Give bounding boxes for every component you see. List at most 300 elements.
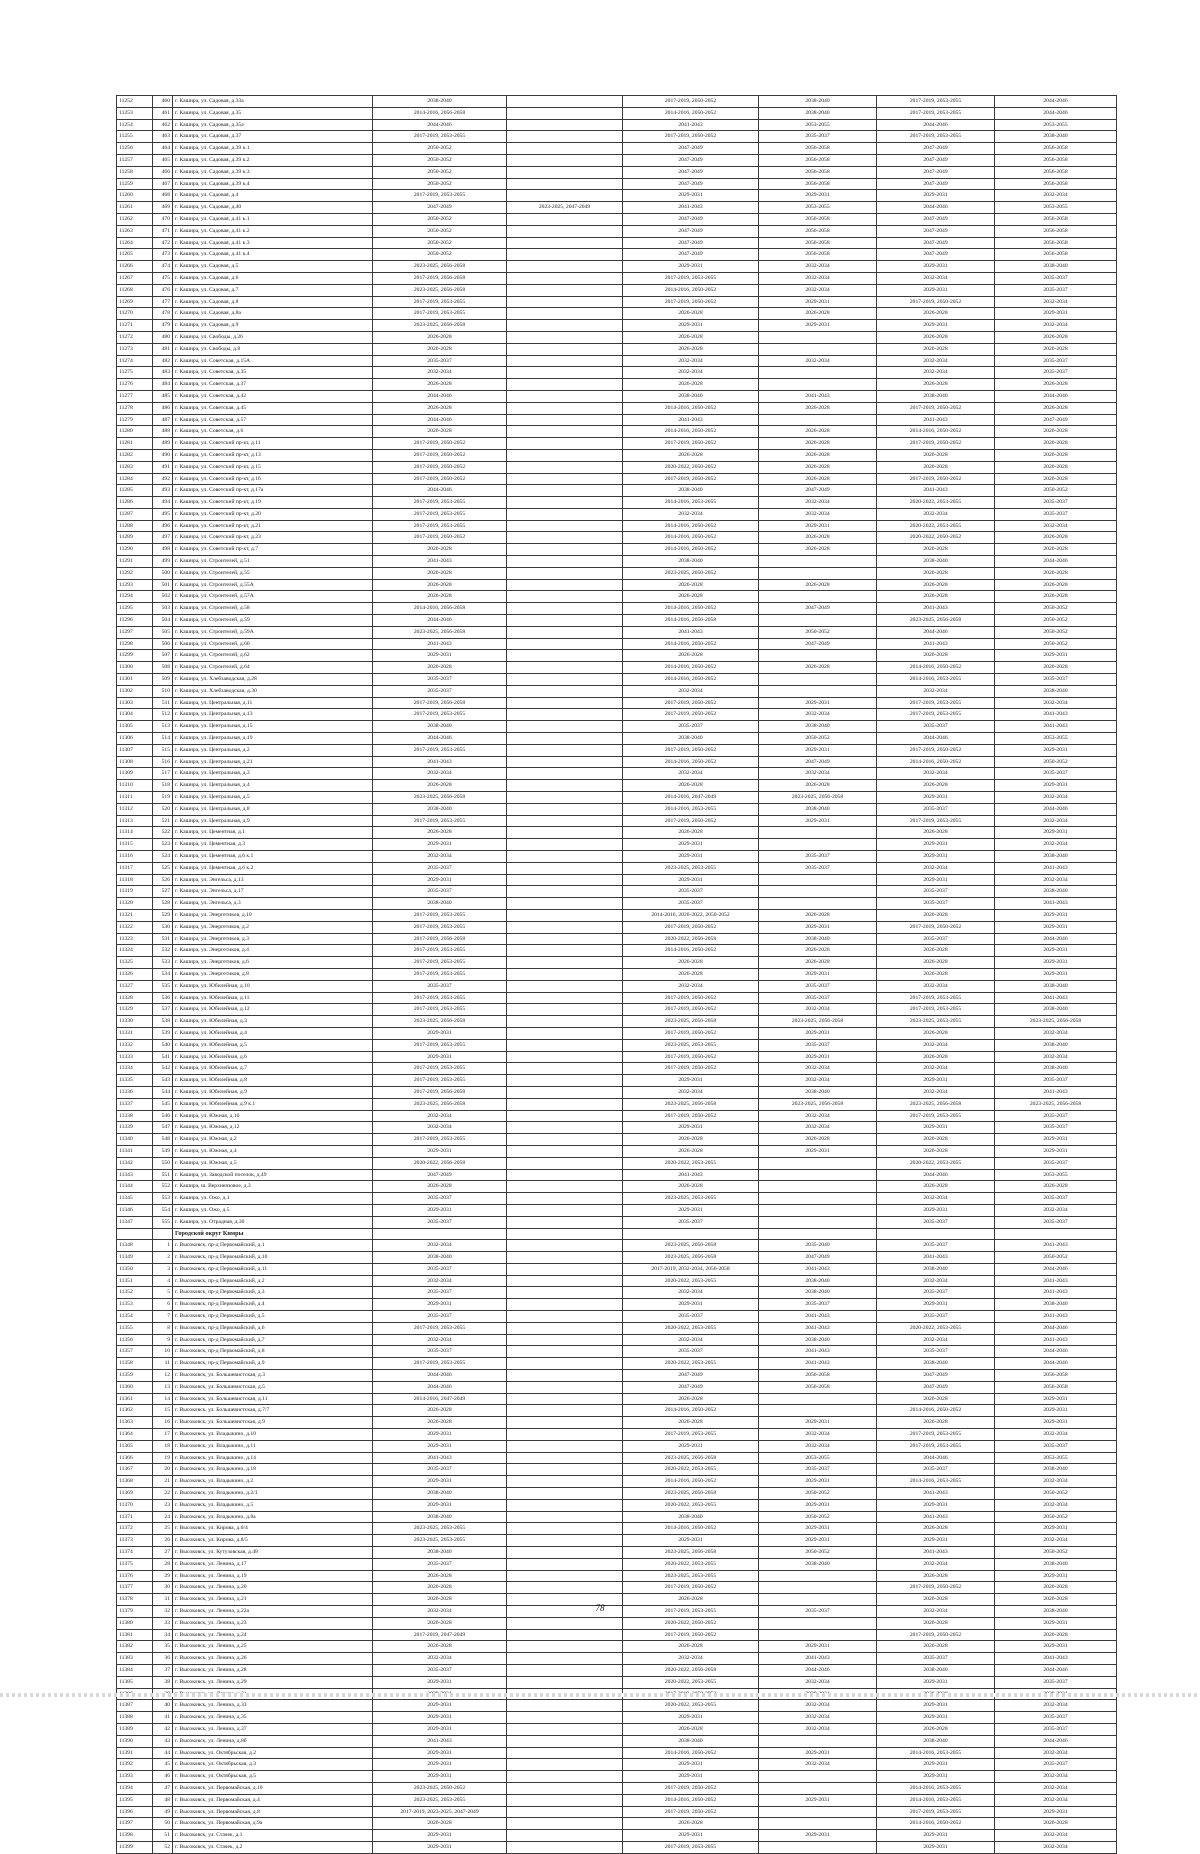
period-1-cell: 2035-2037 (373, 1664, 507, 1676)
period-3-cell: 2014-2016, 2050-2052 (623, 945, 759, 957)
period-4-cell: 2050-2052 (759, 1488, 877, 1500)
period-3-cell: 2026-2028 (623, 968, 759, 980)
period-1-cell: 2017-2019, 2053-2055 (373, 909, 507, 921)
row-id-cell: 11289 (117, 532, 153, 544)
period-6-cell: 2056-2058 (995, 143, 1117, 155)
period-3-cell: 2014-2016, 2047-2049 (623, 792, 759, 804)
period-3-cell: 2014-2016, 2050-2052 (623, 603, 759, 615)
period-2-cell (507, 532, 623, 544)
row-number-cell: 520 (153, 803, 173, 815)
period-2-cell (507, 1664, 623, 1676)
row-id-cell: 11308 (117, 756, 153, 768)
period-3-cell: 2035-2037 (623, 1216, 759, 1228)
period-1-cell: 2044-2046 (373, 615, 507, 627)
period-2-cell (507, 1263, 623, 1275)
period-3-cell: 2020-2022, 2053-2055 (623, 1358, 759, 1370)
address-cell: г. Кашира, ул. Садовая, д.7 (173, 284, 373, 296)
period-1-cell: 2026-2028 (373, 1405, 507, 1417)
table-row (117, 992, 1117, 1004)
period-1-cell: 2032-2034 (373, 1275, 507, 1287)
row-id-cell: 11358 (117, 1358, 153, 1370)
row-id-cell: 11256 (117, 143, 153, 155)
period-6-cell: 2032-2034 (995, 1429, 1117, 1441)
period-6-cell: 2032-2034 (995, 1700, 1117, 1712)
period-1-cell: 2023-2025, 2050-2052 (373, 1782, 507, 1794)
period-6-cell: 2035-2037 (995, 1759, 1117, 1771)
row-id-cell: 11347 (117, 1216, 153, 1228)
period-6-cell: 2038-2040 (995, 1063, 1117, 1075)
period-3-cell: 2029-2031 (623, 851, 759, 863)
period-5-cell: 2041-2043 (877, 638, 995, 650)
period-1-cell: 2029-2031 (373, 839, 507, 851)
address-cell: г. Кашира, ул. Советская, д.42 (173, 390, 373, 402)
period-3-cell: 2017-2019, 2050-2052 (623, 1027, 759, 1039)
row-number-cell: 21 (153, 1476, 173, 1488)
period-3-cell: 2026-2028 (623, 308, 759, 320)
period-3-cell: 2017-2019, 2050-2052 (623, 296, 759, 308)
address-cell: г. Кашира, ул. Садовая, д.9 (173, 320, 373, 332)
row-number-cell: 476 (153, 284, 173, 296)
period-1-cell: 2029-2031 (373, 1759, 507, 1771)
period-4-cell: 2050-2052 (759, 733, 877, 745)
period-2-cell (507, 1063, 623, 1075)
period-3-cell: 2029-2031 (623, 1759, 759, 1771)
address-cell: г. Кашира, ул. Садовая, д.8 (173, 296, 373, 308)
period-2-cell (507, 1806, 623, 1818)
period-3-cell: 2029-2031 (623, 1771, 759, 1783)
row-id-cell: 11344 (117, 1181, 153, 1193)
period-2-cell (507, 343, 623, 355)
period-6-cell: 2038-2040 (995, 1299, 1117, 1311)
table-row (117, 1169, 1117, 1181)
period-4-cell: 2026-2028 (759, 449, 877, 461)
period-2-cell (507, 1299, 623, 1311)
address-cell: г. Кашира, ул. Энергетиков, д.4 (173, 945, 373, 957)
address-cell: г. Кашира, ул. Центральная, д.9 (173, 815, 373, 827)
period-4-cell (759, 898, 877, 910)
period-1-cell: 2017-2019, 2053-2055 (373, 497, 507, 509)
period-3-cell: 2014-2016, 2050-2052 (623, 402, 759, 414)
period-3-cell: 2026-2028 (623, 650, 759, 662)
period-5-cell: 2026-2028 (877, 968, 995, 980)
period-2-cell (507, 567, 623, 579)
period-5-cell: 2047-2049 (877, 143, 995, 155)
period-6-cell: 2053-2055 (995, 1169, 1117, 1181)
address-cell: г. Кашира, ул. Советский пр-кт, д.20 (173, 508, 373, 520)
row-id-cell: 11367 (117, 1464, 153, 1476)
period-6-cell: 2038-2040 (995, 980, 1117, 992)
period-6-cell: 2056-2058 (995, 154, 1117, 166)
period-5-cell: 2014-2016, 2053-2055 (877, 674, 995, 686)
period-4-cell: 2038-2040 (759, 803, 877, 815)
table-row (117, 1712, 1117, 1724)
period-5-cell: 2029-2031 (877, 1299, 995, 1311)
address-cell: г. Высоковск, ул. Ленина, д.22а (173, 1606, 373, 1618)
period-1-cell: 2017-2019, 2053-2055 (373, 1063, 507, 1075)
period-2-cell (507, 485, 623, 497)
table-row (117, 131, 1117, 143)
period-5-cell: 2047-2049 (877, 166, 995, 178)
period-1-cell: 2023-2025, 2056-2058 (373, 261, 507, 273)
address-cell: г. Кашира, ул. Юбилейная, д.7 (173, 1063, 373, 1075)
period-5-cell: 2032-2034 (877, 1193, 995, 1205)
table-row (117, 567, 1117, 579)
period-4-cell: 2029-2031 (759, 1523, 877, 1535)
row-id-cell: 11333 (117, 1051, 153, 1063)
period-3-cell: 2035-2037 (623, 898, 759, 910)
period-6-cell: 2050-2052 (995, 756, 1117, 768)
period-3-cell: 2023-2025, 2056-2058 (623, 1016, 759, 1028)
period-6-cell: 2029-2031 (995, 308, 1117, 320)
period-4-cell: 2041-2043 (759, 1358, 877, 1370)
period-3-cell: 2017-2019, 2050-2052 (623, 1063, 759, 1075)
table-row (117, 449, 1117, 461)
period-6-cell: 2029-2031 (995, 1523, 1117, 1535)
period-1-cell: 2035-2037 (373, 862, 507, 874)
row-number-cell: 47 (153, 1782, 173, 1794)
period-4-cell (759, 886, 877, 898)
row-id-cell: 11340 (117, 1134, 153, 1146)
period-3-cell: 2017-2019, 2050-2052 (623, 131, 759, 143)
address-cell: г. Кашира, ул. Центральная, д.11 (173, 697, 373, 709)
schedule-table (116, 95, 1117, 1854)
period-4-cell: 2044-2046 (759, 1664, 877, 1676)
period-4-cell: 2032-2034 (759, 768, 877, 780)
table-row (117, 1346, 1117, 1358)
address-cell: г. Высоковск, ул. Стачек, д.1 (173, 1830, 373, 1842)
address-cell: г. Высоковск, ул. Кирова, д.8/5 (173, 1535, 373, 1547)
row-number-cell: 542 (153, 1063, 173, 1075)
row-id-cell: 11393 (117, 1771, 153, 1783)
period-5-cell: 2017-2019, 2053-2055 (877, 815, 995, 827)
period-4-cell (759, 827, 877, 839)
row-id-cell: 11346 (117, 1204, 153, 1216)
period-2-cell (507, 308, 623, 320)
period-3-cell: 2017-2019, 2053-2055 (623, 272, 759, 284)
period-4-cell: 2041-2043 (759, 1263, 877, 1275)
row-id-cell: 11302 (117, 685, 153, 697)
row-id-cell: 11285 (117, 485, 153, 497)
row-number-cell (153, 1228, 173, 1240)
address-cell: г. Кашира, ул. Юбилейная, д.3 (173, 1016, 373, 1028)
row-number-cell: 514 (153, 733, 173, 745)
period-6-cell: 2026-2028 (995, 1594, 1117, 1606)
period-5-cell: 2017-2019, 2050-2052 (877, 402, 995, 414)
period-2-cell (507, 1558, 623, 1570)
period-6-cell: 2050-2052 (995, 603, 1117, 615)
period-1-cell: 2050-2052 (373, 237, 507, 249)
period-2-cell (507, 709, 623, 721)
period-1-cell: 2029-2031 (373, 1476, 507, 1488)
period-3-cell: 2017-2019, 2032-2034, 2056-2058 (623, 1263, 759, 1275)
row-id-cell: 11335 (117, 1075, 153, 1087)
period-3-cell: 2029-2031 (623, 320, 759, 332)
period-5-cell: 2017-2019, 2050-2052 (877, 921, 995, 933)
period-2-cell (507, 1488, 623, 1500)
row-id-cell: 11320 (117, 898, 153, 910)
row-number-cell: 519 (153, 792, 173, 804)
period-3-cell: 2041-2043 (623, 414, 759, 426)
period-2-cell (507, 225, 623, 237)
period-3-cell: 2032-2034 (623, 980, 759, 992)
period-3-cell: 2017-2019, 2050-2052 (623, 438, 759, 450)
address-cell: г. Высоковск, ул. Октябрьская, д.5 (173, 1771, 373, 1783)
period-3-cell: 2023-2025, 2056-2058 (623, 1547, 759, 1559)
row-id-cell: 11267 (117, 272, 153, 284)
period-1-cell: 2029-2031 (373, 1830, 507, 1842)
period-1-cell: 2050-2052 (373, 178, 507, 190)
period-5-cell: 2020-2022, 2053-2055 (877, 497, 995, 509)
row-id-cell: 11313 (117, 815, 153, 827)
period-5-cell: 2032-2034 (877, 1275, 995, 1287)
period-6-cell: 2032-2034 (995, 839, 1117, 851)
period-5-cell: 2029-2031 (877, 1700, 995, 1712)
period-1-cell: 2029-2031 (373, 1051, 507, 1063)
period-4-cell: 2026-2028 (759, 426, 877, 438)
period-4-cell: 2032-2034 (759, 272, 877, 284)
period-2-cell (507, 638, 623, 650)
table-row (117, 1653, 1117, 1665)
period-5-cell: 2035-2037 (877, 933, 995, 945)
row-id-cell: 11327 (117, 980, 153, 992)
row-id-cell: 11292 (117, 567, 153, 579)
period-1-cell: 2035-2037 (373, 980, 507, 992)
period-3-cell: 2014-2016, 2056-2058 (623, 615, 759, 627)
address-cell: г. Кашира, ул. Садовая, д.39 к.4 (173, 178, 373, 190)
address-cell: г. Кашира, ул. Ожо, д.5 (173, 1204, 373, 1216)
period-4-cell: 2032-2034 (759, 1712, 877, 1724)
period-1-cell: 2017-2019, 2053-2055 (373, 921, 507, 933)
row-id-cell: 11298 (117, 638, 153, 650)
period-3-cell: 2023-2025, 2056-2058 (623, 1488, 759, 1500)
period-1-cell: 2038-2040 (373, 1488, 507, 1500)
period-1-cell: 2044-2046 (373, 485, 507, 497)
period-5-cell: 2029-2031 (877, 874, 995, 886)
address-cell: г. Кашира, ул. Центральная, д.15 (173, 721, 373, 733)
row-id-cell: 11399 (117, 1841, 153, 1853)
row-id-cell: 11361 (117, 1393, 153, 1405)
period-4-cell: 2056-2058 (759, 1381, 877, 1393)
row-id-cell: 11377 (117, 1582, 153, 1594)
table-row (117, 355, 1117, 367)
period-3-cell: 2017-2019, 2050-2052 (623, 1110, 759, 1122)
period-2-cell (507, 166, 623, 178)
address-cell: г. Кашира, ул. Строителей, д.55 (173, 567, 373, 579)
row-number-cell: 23 (153, 1499, 173, 1511)
period-3-cell: 2020-2022, 2053-2055 (623, 1558, 759, 1570)
period-1-cell: 2017-2019, 2053-2055 (373, 190, 507, 202)
period-6-cell: 2044-2046 (995, 1322, 1117, 1334)
period-6-cell: 2041-2043 (995, 862, 1117, 874)
period-4-cell: 2047-2049 (759, 485, 877, 497)
period-4-cell (759, 1204, 877, 1216)
row-id-cell: 11304 (117, 709, 153, 721)
address-cell: г. Высоковск, ул. Первомайская, д.8 (173, 1806, 373, 1818)
period-1-cell: 2029-2031 (373, 1429, 507, 1441)
row-number-cell: 510 (153, 685, 173, 697)
row-id-cell: 11348 (117, 1240, 153, 1252)
period-1-cell: 2023-2025, 2053-2055 (373, 1794, 507, 1806)
row-number-cell: 3 (153, 1263, 173, 1275)
table-row (117, 957, 1117, 969)
table-row (117, 296, 1117, 308)
row-id-cell: 11284 (117, 473, 153, 485)
row-number-cell: 467 (153, 178, 173, 190)
address-cell: г. Кашира, ул. Энергетиков, д.8 (173, 968, 373, 980)
period-2-cell (507, 862, 623, 874)
period-1-cell: 2035-2037 (373, 1558, 507, 1570)
period-1-cell: 2029-2031 (373, 1676, 507, 1688)
period-4-cell: 2032-2034 (759, 508, 877, 520)
address-cell: г. Высоковск, пр-д Первомайский, д.4 (173, 1299, 373, 1311)
row-number-cell: 509 (153, 674, 173, 686)
period-1-cell: 2026-2028 (373, 1594, 507, 1606)
table-row (117, 225, 1117, 237)
table-body (117, 96, 1117, 1854)
period-2-cell (507, 1346, 623, 1358)
period-2-cell (507, 1570, 623, 1582)
table-row (117, 1193, 1117, 1205)
period-5-cell: 2020-2022, 2050-2052 (877, 532, 995, 544)
row-id-cell: 11396 (117, 1806, 153, 1818)
table-row (117, 1358, 1117, 1370)
period-2-cell (507, 143, 623, 155)
period-1-cell: 2029-2031 (373, 650, 507, 662)
row-number-cell: 522 (153, 827, 173, 839)
row-id-cell: 11360 (117, 1381, 153, 1393)
period-2-cell (507, 131, 623, 143)
address-cell: г. Высоковск, пр-д Первомайский, д.10 (173, 1252, 373, 1264)
row-number-cell: 15 (153, 1405, 173, 1417)
row-id-cell: 11328 (117, 992, 153, 1004)
period-5-cell: 2014-2016, 2053-2055 (877, 1747, 995, 1759)
address-cell: г. Кашира, ул. Строителей, д.58 (173, 603, 373, 615)
table-row (117, 1181, 1117, 1193)
period-4-cell: 2041-2043 (759, 1346, 877, 1358)
address-cell: г. Кашира, ул. Юбилейная, д.9 к.1 (173, 1098, 373, 1110)
row-id-cell: 11315 (117, 839, 153, 851)
period-5-cell: 2026-2028 (877, 1641, 995, 1653)
period-3-cell: 2014-2016, 2050-2052 (623, 1747, 759, 1759)
period-6-cell: 2044-2046 (995, 556, 1117, 568)
period-4-cell: 2047-2049 (759, 638, 877, 650)
address-cell: г. Высоковск, пр-д Первомайский, д.2 (173, 1275, 373, 1287)
period-4-cell: 2029-2031 (759, 921, 877, 933)
period-5-cell: 2041-2043 (877, 414, 995, 426)
period-1-cell: 2035-2037 (373, 674, 507, 686)
period-6-cell: 2032-2034 (995, 874, 1117, 886)
period-5-cell: 2044-2046 (877, 1169, 995, 1181)
row-number-cell: 551 (153, 1169, 173, 1181)
period-1-cell: 2017-2019, 2056-2058 (373, 697, 507, 709)
period-2-cell (507, 237, 623, 249)
period-3-cell: 2041-2043 (623, 626, 759, 638)
row-number-cell: 479 (153, 320, 173, 332)
address-cell: г. Высоковск, пр-д Первомайский, д.1 (173, 1240, 373, 1252)
period-2-cell (507, 1782, 623, 1794)
period-4-cell: 2029-2031 (759, 697, 877, 709)
period-5-cell: 2020-2022, 2053-2055 (877, 520, 995, 532)
period-6-cell: 2026-2028 (995, 1818, 1117, 1830)
period-6-cell: 2029-2031 (995, 744, 1117, 756)
period-4-cell: 2029-2031 (759, 190, 877, 202)
period-1-cell: 2038-2040 (373, 803, 507, 815)
period-4-cell: 2026-2028 (759, 909, 877, 921)
row-number-cell: 466 (153, 166, 173, 178)
period-1-cell: 2017-2019, 2053-2055 (373, 744, 507, 756)
row-id-cell: 11293 (117, 579, 153, 591)
period-5-cell: 2017-2019, 2053-2055 (877, 1004, 995, 1016)
address-cell: г. Кашира, ул. Садовая, д.5 (173, 261, 373, 273)
period-5-cell: 2029-2031 (877, 320, 995, 332)
period-2-cell (507, 461, 623, 473)
row-number-cell: 549 (153, 1145, 173, 1157)
period-3-cell: 2038-2040 (623, 1511, 759, 1523)
table-row (117, 815, 1117, 827)
period-2-cell (507, 1134, 623, 1146)
address-cell: г. Кашира, ул. Советский пр-кт, д.23 (173, 532, 373, 544)
address-cell: г. Кашира, ул. Садовая, д.33а (173, 96, 373, 108)
period-4-cell: 2029-2031 (759, 296, 877, 308)
period-5-cell: 2014-2016, 2053-2055 (877, 1794, 995, 1806)
row-id-cell: 11342 (117, 1157, 153, 1169)
row-number-cell: 504 (153, 615, 173, 627)
period-3-cell: 2014-2016, 2050-2052 (623, 1523, 759, 1535)
row-id-cell: 11319 (117, 886, 153, 898)
period-3-cell: 2014-2016, 2050-2052 (623, 1405, 759, 1417)
period-1-cell: 2023-2025, 2056-2058 (373, 320, 507, 332)
period-5-cell: 2032-2034 (877, 862, 995, 874)
period-4-cell: 2053-2055 (759, 1452, 877, 1464)
period-6-cell: 2050-2052 (995, 1547, 1117, 1559)
period-6-cell: 2038-2040 (995, 886, 1117, 898)
period-3-cell: 2017-2019, 2053-2055 (623, 1606, 759, 1618)
period-2-cell (507, 1452, 623, 1464)
period-2-cell (507, 827, 623, 839)
period-5-cell: 2026-2028 (877, 1393, 995, 1405)
row-number-cell: 527 (153, 886, 173, 898)
period-2-cell (507, 1405, 623, 1417)
table-row (117, 119, 1117, 131)
period-4-cell (759, 1806, 877, 1818)
period-4-cell: 2026-2028 (759, 957, 877, 969)
row-number-cell: 17 (153, 1429, 173, 1441)
row-id-cell: 11318 (117, 874, 153, 886)
row-number-cell: 26 (153, 1535, 173, 1547)
row-id-cell: 11351 (117, 1275, 153, 1287)
row-number-cell: 496 (153, 520, 173, 532)
period-5-cell: 2020-2022, 2053-2055 (877, 1322, 995, 1334)
row-id-cell: 11321 (117, 909, 153, 921)
row-id-cell: 11295 (117, 603, 153, 615)
row-number-cell: 512 (153, 709, 173, 721)
period-2-cell (507, 213, 623, 225)
period-4-cell: 2032-2034 (759, 1440, 877, 1452)
row-number-cell: 477 (153, 296, 173, 308)
period-4-cell (759, 674, 877, 686)
period-6-cell: 2026-2028 (995, 379, 1117, 391)
period-4-cell: 2035-2037 (759, 1606, 877, 1618)
table-row (117, 1334, 1117, 1346)
period-4-cell: 2026-2028 (759, 544, 877, 556)
period-4-cell: 2032-2034 (759, 1759, 877, 1771)
period-5-cell: 2044-2046 (877, 626, 995, 638)
table-row (117, 827, 1117, 839)
period-1-cell: 2014-2016, 2047-2049 (373, 1393, 507, 1405)
period-2-cell (507, 1157, 623, 1169)
period-3-cell: 2032-2034 (623, 1086, 759, 1098)
period-1-cell: 2035-2037 (373, 1311, 507, 1323)
